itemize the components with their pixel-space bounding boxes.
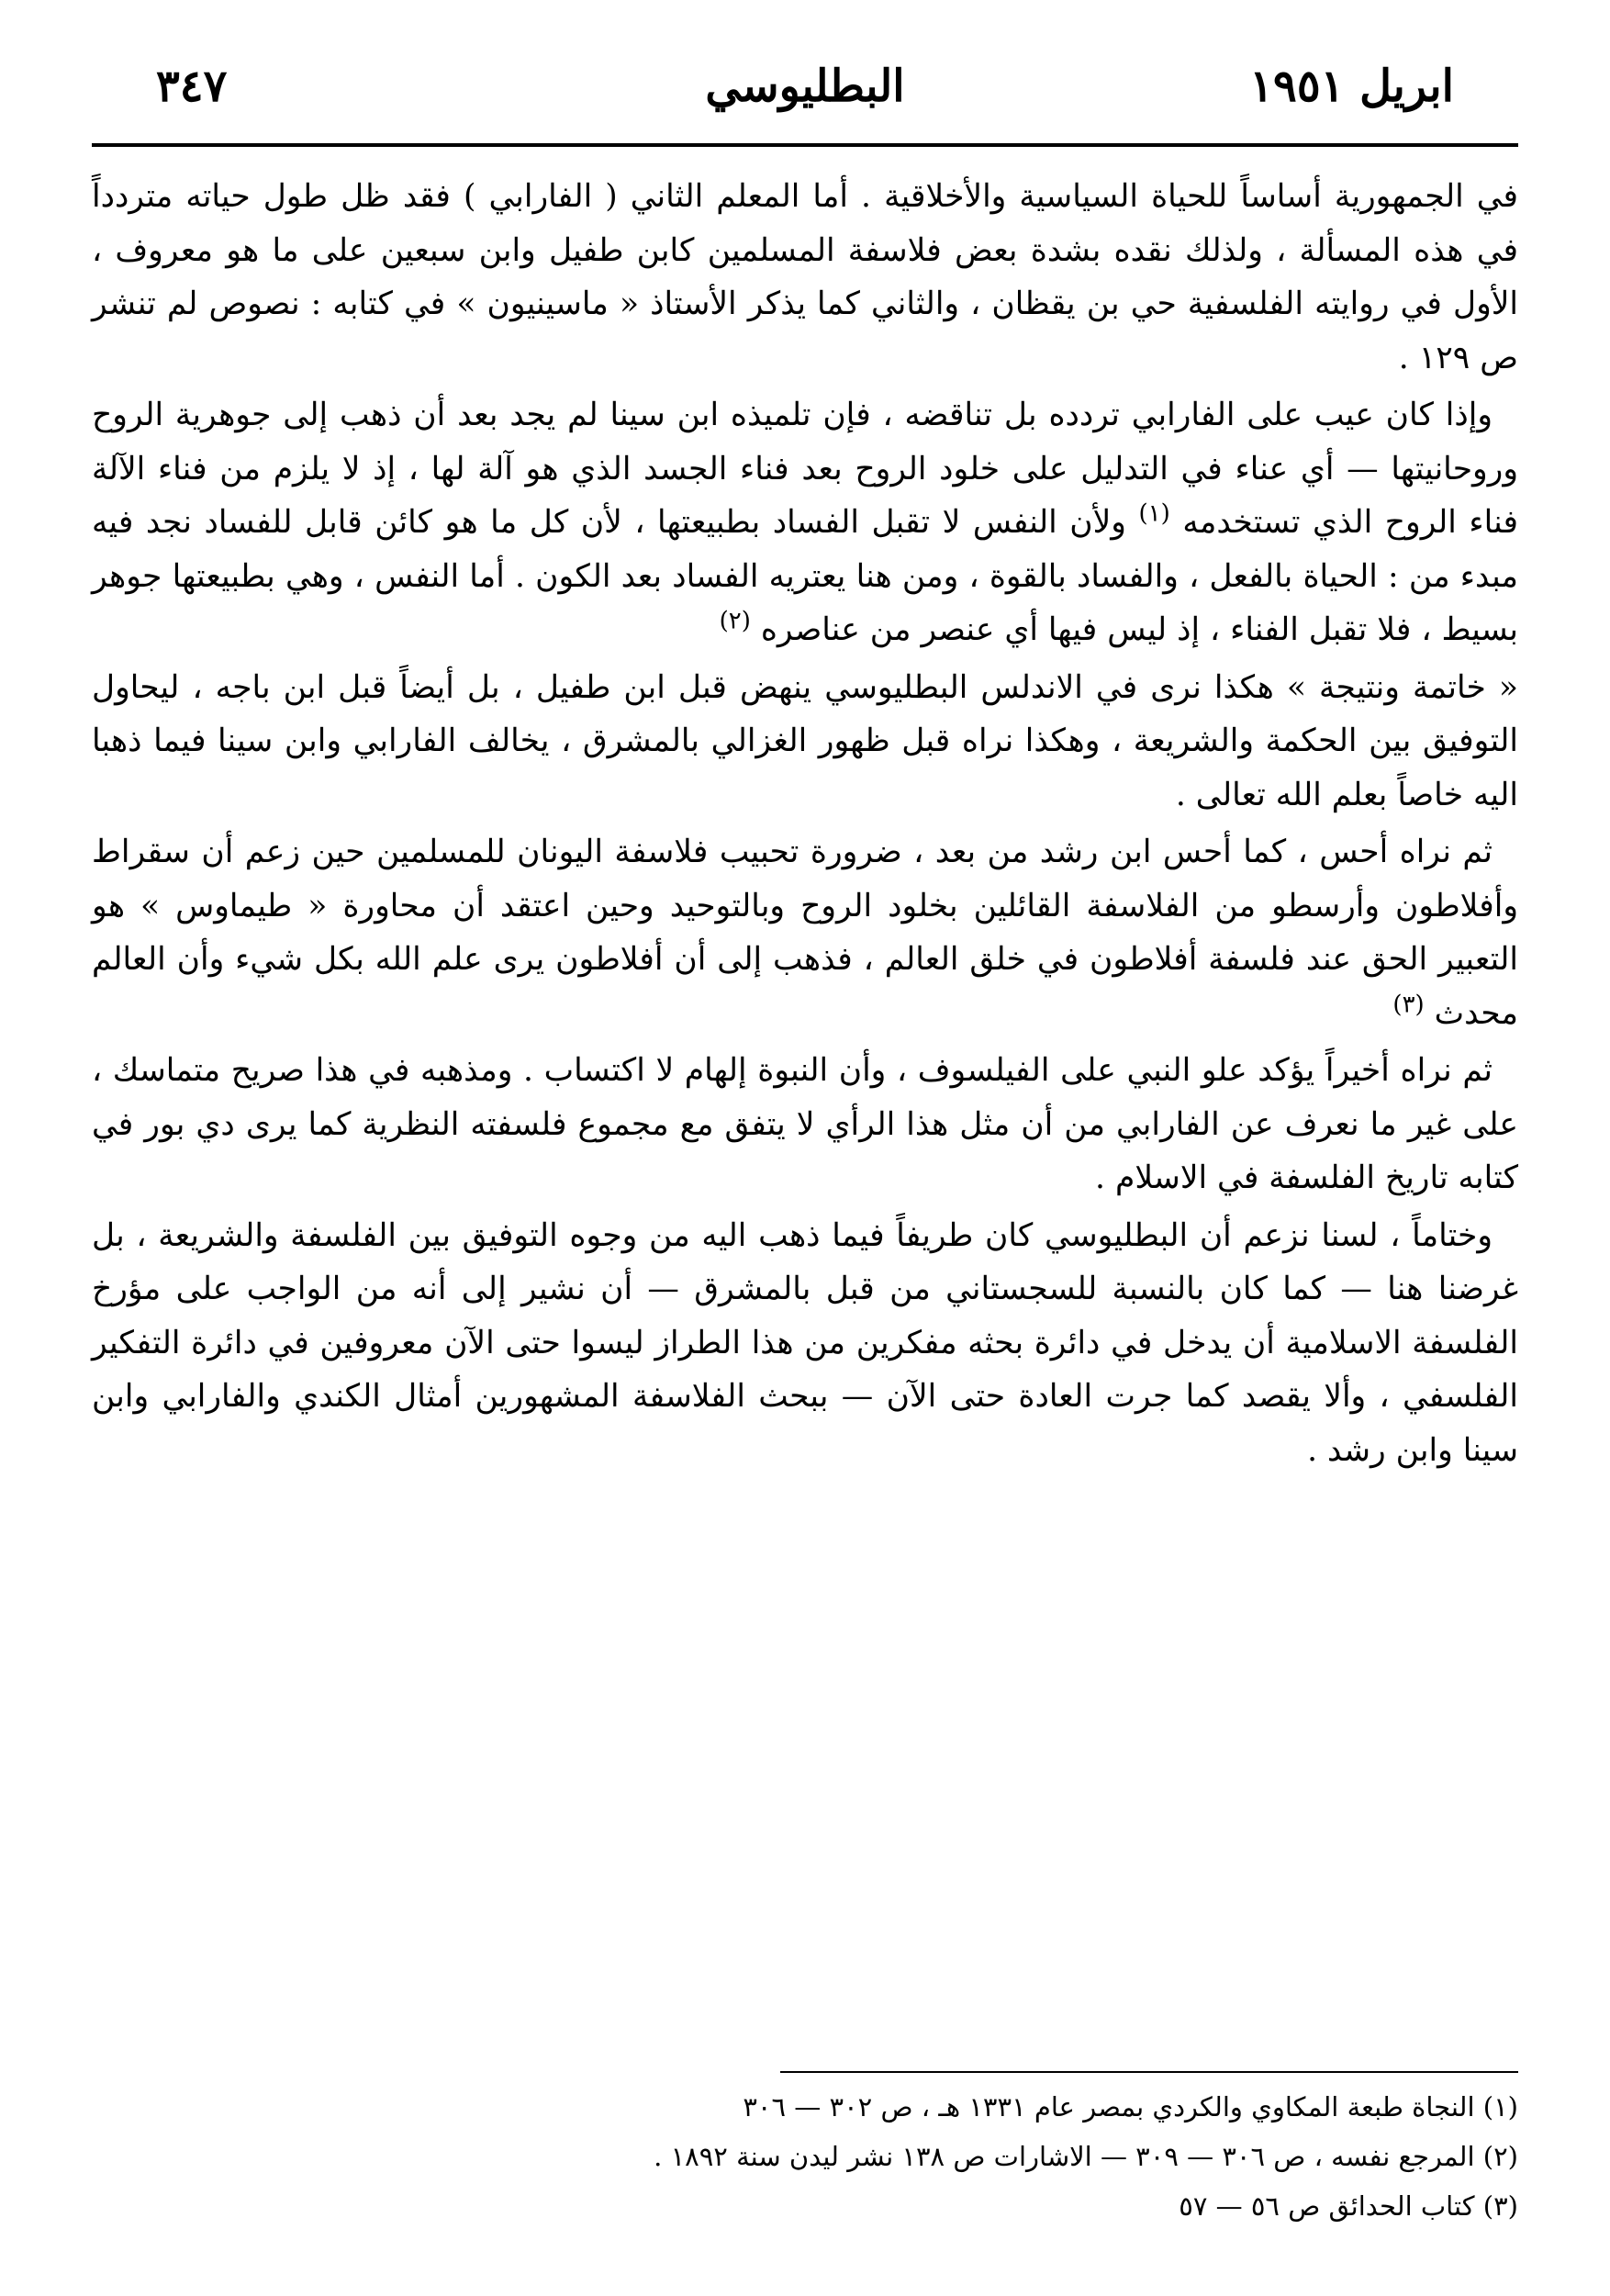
running-title: البطليوسي [705, 61, 905, 112]
footnote: (١) النجاة طبعة المكاوي والكردي بمصر عام ١٣٣١ هـ ، ص ٣٠٢ — ٣٠٦ [743, 2091, 1518, 2122]
footnote: (٣) كتاب الحدائق ص ٥٦ — ٥٧ [1179, 2190, 1518, 2222]
footnote-rule [780, 2071, 1518, 2073]
paragraph-text: ولأن النفس لا تقبل الفساد بطبيعتها ، لأن كل ما هو كائن قابل للفساد نجد فيه مبدء من : الحياة بالفعل ، والفساد بالقوة ، ومن هنا يعتريه الفساد بعد الكون . أما النفس ، وهي بطبيعتها جوهر بسيط ، فلا تقبل الفناء ، إذ ليس فيها أي عنصر من عناصره [92, 504, 1518, 648]
header-rule [92, 143, 1518, 147]
paragraph-text: ثم نراه أحس ، كما أحس ابن رشد من بعد ، ضرورة تحبيب فلاسفة اليونان للمسلمين حين زعم أن سقراط وأفلاطون وأرسطو من الفلاسفة القائلين بخلود الروح وبالتوحيد وحين اعتقد أن محاورة « طيماوس » هو التعبير الحق عند فلسفة أفلاطون في خلق العالم ، فذهب إلى أن أفلاطون يرى علم الله بكل شيء وأن العالم محدث [92, 834, 1518, 1032]
paragraph-text: في الجمهورية أساساً للحياة السياسية والأخلاقية . أما المعلم الثاني ( الفارابي ) فقد ظل طول حياته متردداً في هذه المسألة ، ولذلك نقده بشدة بعض فلاسفة المسلمين كابن طفيل وابن سبعين على ما هو معروف ، الأول في روايته الفلسفية حي بن يقظان ، والثاني كما يذكر الأستاذ « ماسينيون » في كتابه : نصوص لم تنشر ص ١٢٩ . [92, 178, 1518, 376]
paragraph [92, 388, 1518, 657]
article-body [92, 170, 1518, 1481]
paragraph-text: وإذا كان عيب على الفارابي تردده بل تناقضه ، فإن تلميذه ابن سينا لم يجد بعد أن ذهب إلى جوهرية الروح وروحانيتها — أي عناء في التدليل على خلود الروح بعد فناء الجسد الذي هو آلة لها ، إذ لا يلزم من فناء الآلة فناء الروح الذي تستخدمه [92, 397, 1519, 541]
paragraph-text: ثم نراه أخيراً يؤكد علو النبي على الفيلسوف ، وأن النبوة إلهام لا اكتساب . ومذهبه في هذا صريح متماسك ، على غير ما نعرف عن الفارابي من أن مثل هذا الرأي لا يتفق مع مجموع فلسفته النظرية كما يرى دي بور في كتابه تاريخ الفلسفة في الاسلام . [92, 1052, 1518, 1196]
footnote-ref: (٣) [1392, 991, 1425, 1018]
paragraph [92, 1044, 1518, 1205]
paragraph [92, 661, 1518, 823]
paragraph-text: وختاماً ، لسنا نزعم أن البطليوسي كان طريفاً فيما ذهب اليه من وجوه التوفيق بين الفلسفة والشريعة ، بل غرضنا هنا — كما كان بالنسبة للسجستاني من قبل بالمشرق — أن نشير إلى أنه من الواجب على مؤرخ الفلسفة الاسلامية أن يدخل في دائرة بحثه مفكرين من هذا الطراز ليسوا حتى الآن معروفين في دائرة التفكير الفلسفي ، وألا يقصد كما جرت العادة حتى الآن — ببحث الفلاسفة المشهورين أمثال الكندي والفارابي وابن سينا وابن رشد . [92, 1216, 1518, 1469]
footnote: (٢) المرجع نفسه ، ص ٣٠٦ — ٣٠٩ — الاشارات ص ١٣٨ نشر ليدن سنة ١٨٩٢ . [654, 2141, 1518, 2172]
page-header [119, 55, 1491, 129]
paragraph [92, 1209, 1518, 1478]
paragraph [92, 825, 1518, 1040]
footnotes [92, 2082, 1518, 2231]
footnote-ref: (٢) [719, 607, 751, 635]
footnote-ref: (١) [1138, 499, 1170, 528]
page-number: ٣٤٧ [156, 61, 228, 112]
issue-date: ابريل ١٩٥١ [1249, 61, 1454, 112]
paragraph-text: « خاتمة ونتيجة » هكذا نرى في الاندلس البطليوسي ينهض قبل ابن طفيل ، بل أيضاً قبل ابن باجه ، ليحاول التوفيق بين الحكمة والشريعة ، وهكذا نراه قبل ظهور الغزالي بالمشرق ، يخالف الفارابي وابن سينا فيما ذهبا اليه خاصاً بعلم الله تعالى . [92, 668, 1518, 813]
paragraph [92, 170, 1518, 385]
